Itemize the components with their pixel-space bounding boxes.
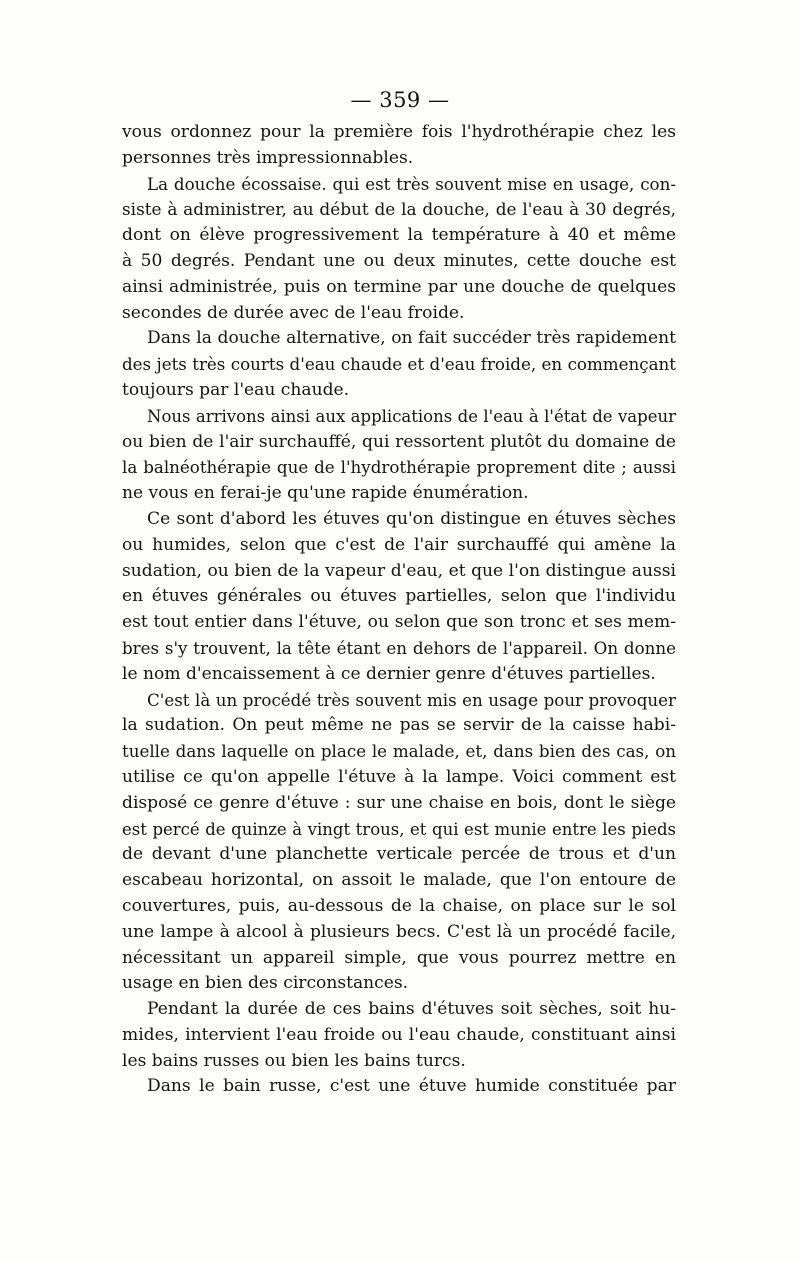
text-line: siste à administrer, au début de la douche, de l'eau à 30 degrés,: [122, 199, 676, 220]
text-line: les bains russes ou bien les bains turcs.: [122, 1050, 466, 1071]
text-line: est percé de quinze à vingt trous, et qui est munie entre les pieds: [122, 819, 676, 839]
text-line: utilise ce qu'on appelle l'étuve à la lampe. Voici comment est: [122, 766, 676, 787]
text-line: La douche écossaise. qui est très souvent mise en usage, con-: [147, 173, 676, 194]
text-line: Pendant la durée de ces bains d'étuves soit sèches, soit hu-: [147, 999, 676, 1020]
text-line: le nom d'encaissement à ce dernier genre d'étuves partielles.: [122, 663, 656, 684]
text-line: ne vous en ferai-je qu'une rapide énumération.: [122, 483, 529, 504]
text-line: C'est là un procédé très souvent mis en usage pour provoquer: [147, 689, 676, 710]
text-line: des jets très courts d'eau chaude et d'eau froide, en commençant: [122, 354, 676, 375]
text-line: est tout entier dans l'étuve, ou selon que son tronc et ses mem-: [122, 612, 676, 633]
text-line: une lampe à alcool à plusieurs becs. C'est là un procédé facile,: [122, 921, 676, 942]
text-line: personnes très impressionnables.: [122, 147, 414, 168]
text-line: disposé ce genre d'étuve : sur une chaise en bois, dont le siège: [122, 792, 676, 813]
text-line: de devant d'une planchette verticale percée de trous et d'un: [122, 844, 676, 865]
text-line: couvertures, puis, au-dessous de la chaise, on place sur le sol: [122, 895, 676, 916]
text-line: Nous arrivons ainsi aux applications de l'eau à l'état de vapeur: [147, 406, 676, 426]
text-line: toujours par l'eau chaude.: [122, 379, 350, 400]
text-line: à 50 degrés. Pendant une ou deux minutes, cette douche est: [122, 250, 676, 271]
text-line: usage en bien des circonstances.: [122, 973, 409, 994]
text-line: tuelle dans laquelle on place le malade, et, dans bien des cas, on: [122, 741, 676, 762]
text-line: la sudation. On peut même ne pas se servir de la caisse habi-: [122, 715, 676, 736]
text-line: ainsi administrée, puis on termine par une douche de quelques: [122, 276, 676, 297]
text-line: vous ordonnez pour la première fois l'hydrothérapie chez les: [122, 122, 676, 142]
text-line: secondes de durée avec de l'eau froide.: [122, 302, 465, 323]
text-line: mides, intervient l'eau froide ou l'eau chaude, constituant ainsi: [122, 1024, 676, 1045]
text-line: la balnéothérapie que de l'hydrothérapie proprement dite ; aussi: [122, 457, 676, 478]
text-line: ou humides, selon que c'est de l'air surchauffé qui amène la: [122, 534, 676, 555]
text-line: escabeau horizontal, on assoit le malade, que l'on entoure de: [122, 870, 676, 891]
text-line: sudation, ou bien de la vapeur d'eau, et que l'on distingue aussi: [122, 560, 676, 581]
body-text: [122, 120, 676, 1100]
text-line: nécessitant un appareil simple, que vous pourrez mettre en: [122, 947, 676, 968]
text-line: Ce sont d'abord les étuves qu'on distingue en étuves sèches: [147, 508, 676, 529]
text-line: bres s'y trouvent, la tête étant en dehors de l'appareil. On donne: [122, 637, 676, 658]
text-line: Dans la douche alternative, on fait succéder très rapidement: [147, 328, 676, 349]
text-line: ou bien de l'air surchauffé, qui ressortent plutôt du domaine de: [122, 431, 676, 452]
text-line: Dans le bain russe, c'est une étuve humide constituée par: [147, 1076, 676, 1097]
text-line: en étuves générales ou étuves partielles, selon que l'individu: [122, 586, 676, 607]
text-line: dont on élève progressivement la température à 40 et même: [122, 225, 676, 246]
page-number: — 359 —: [350, 88, 450, 112]
